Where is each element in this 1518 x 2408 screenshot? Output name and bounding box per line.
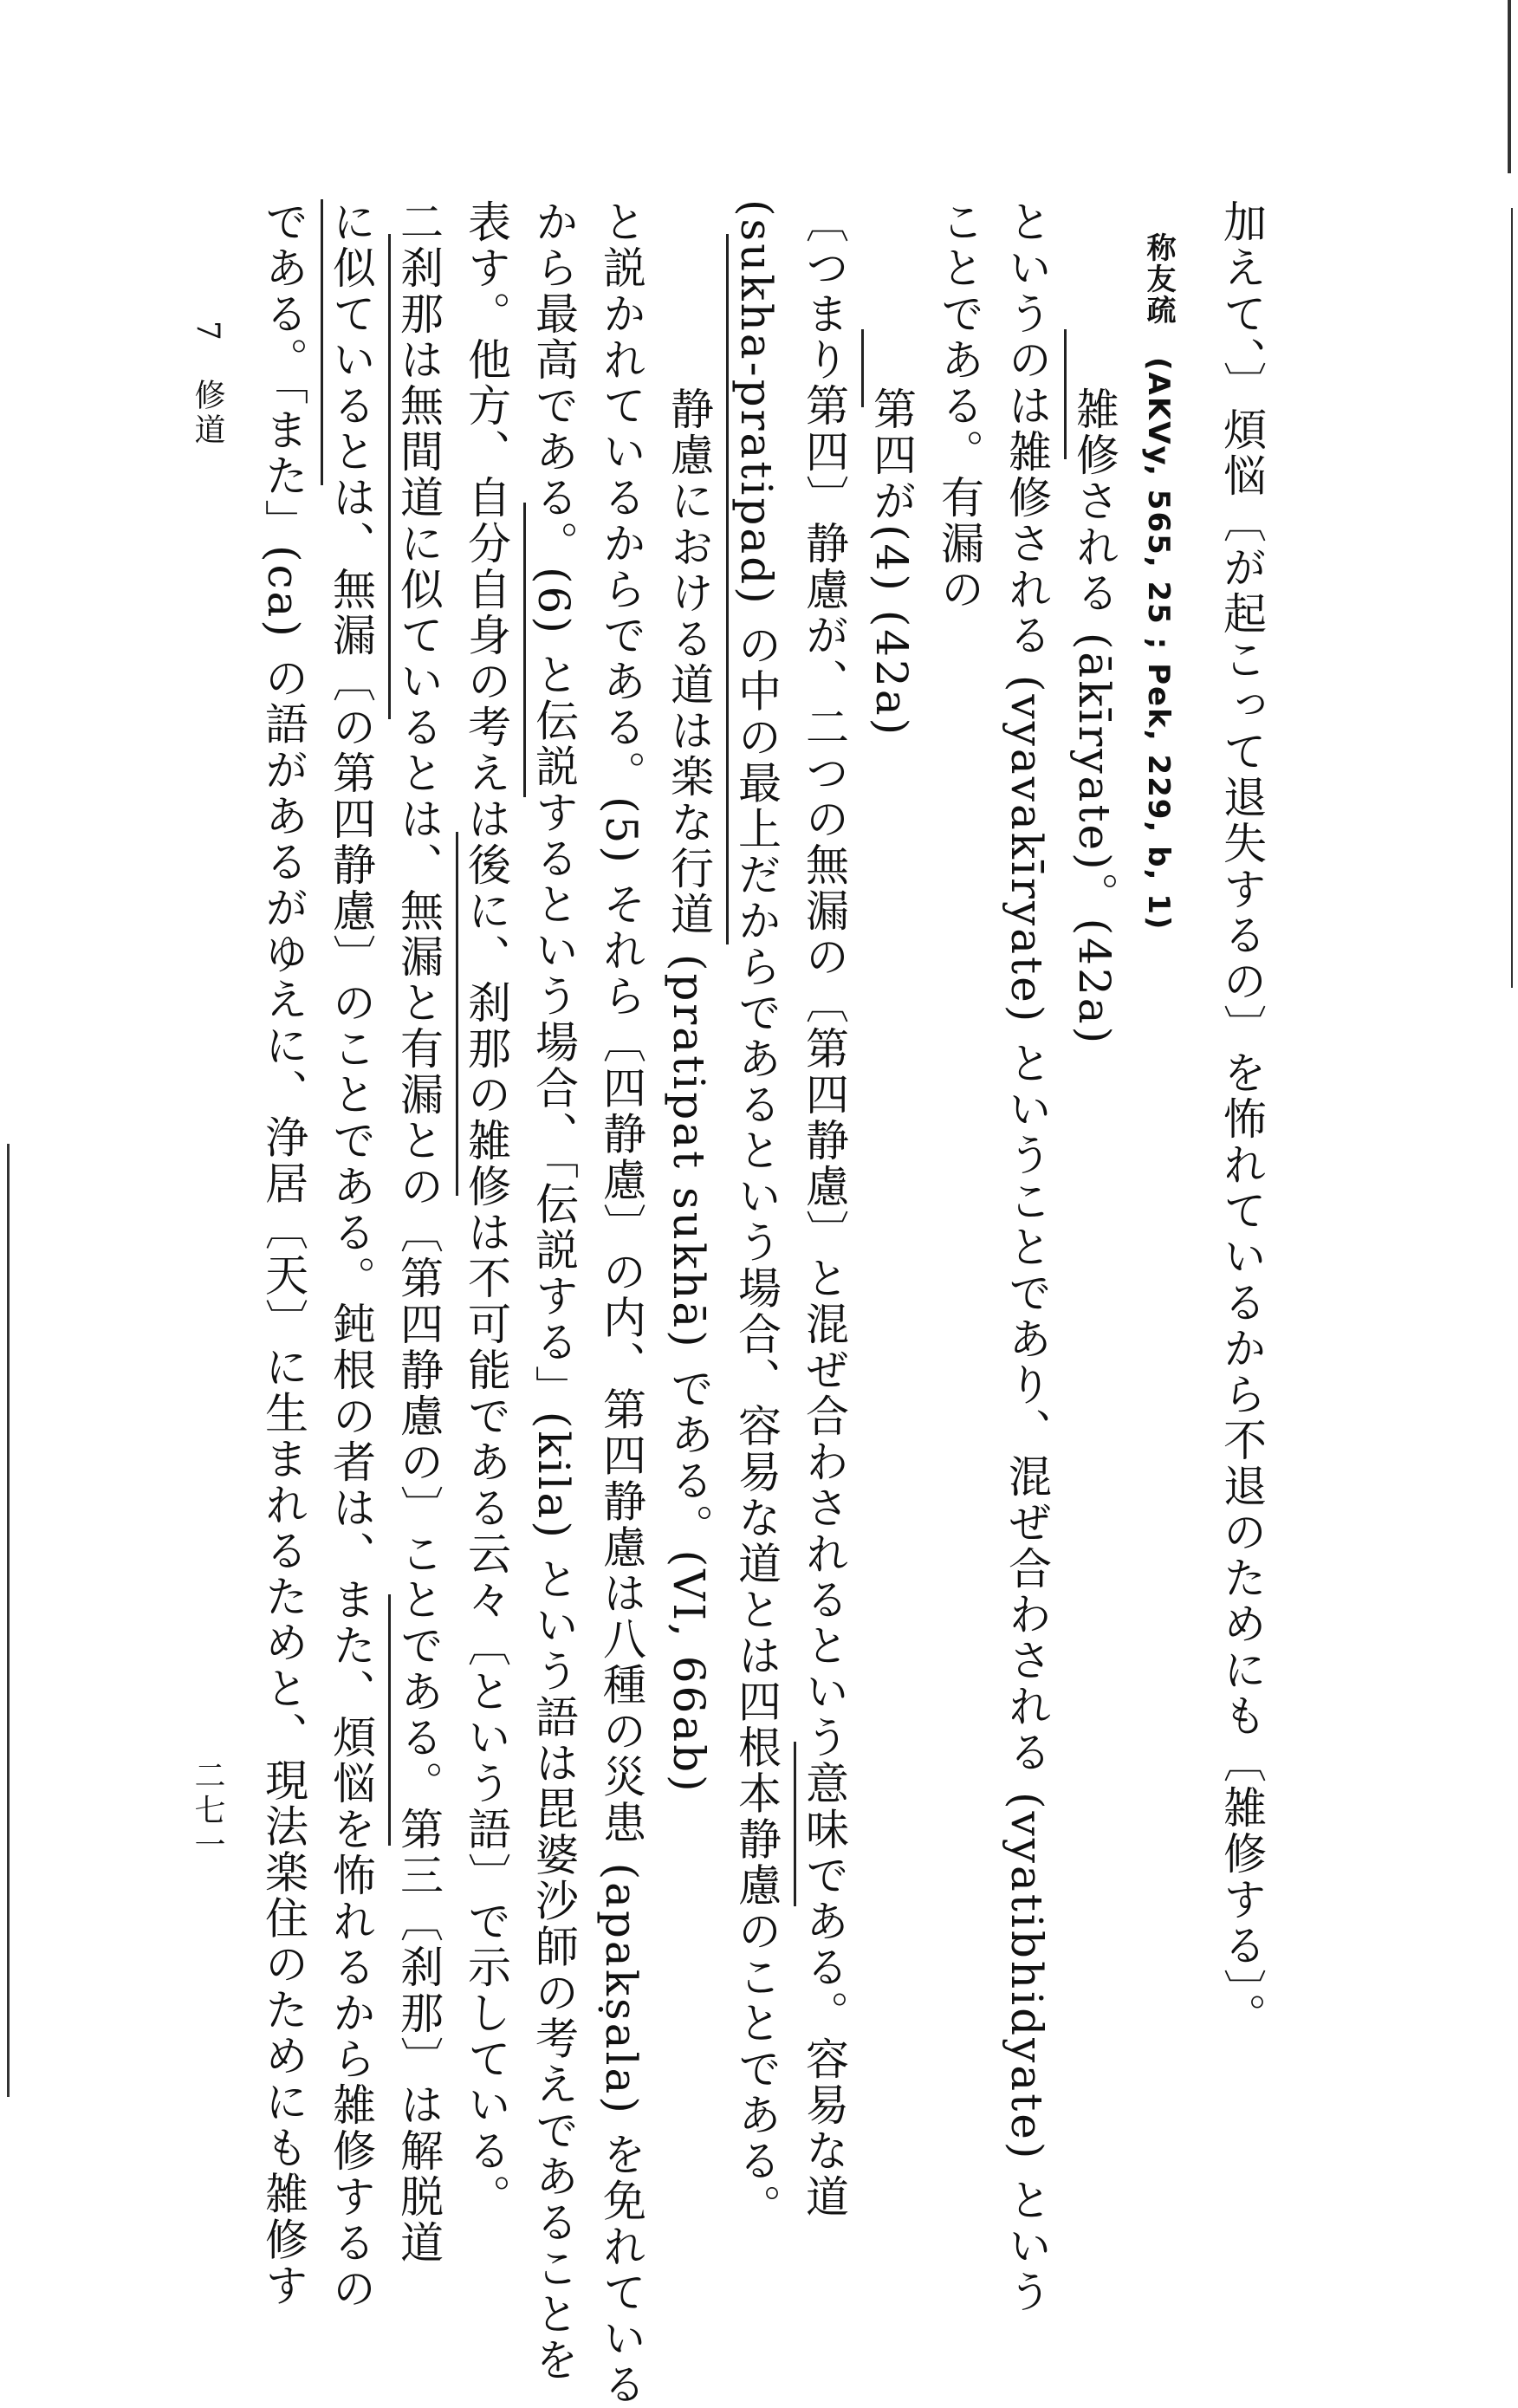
text-column-1: 加えて、〕煩悩〔が起こって退失するの〕を怖れているから不退のためにも〔雑修する〕。 xyxy=(1216,199,1267,2039)
scan-edge-right xyxy=(1511,208,1513,988)
scan-edge-left xyxy=(7,1144,10,2097)
page-number: 二七一 xyxy=(190,1759,225,1863)
text-column-3: 雑修される (ākīryate)。(42a) xyxy=(1069,295,1119,1047)
text-column-4: というのは雑修される (vyavakīryate) ということであり、混ぜ合わされる (vyatibhidyate) という xyxy=(1002,199,1052,2316)
text-column-13: 二刹那は無間道に似ているとは、無漏と有漏との〔第四静慮の〕ことである。第三〔刹那〕は解脱道 xyxy=(393,199,444,2266)
sideline-rule xyxy=(321,199,323,485)
sideline-rule xyxy=(794,1742,796,1906)
text-column-11: から最高である。(6) と伝説するという場合、「伝説する」(kila) という語は毘婆沙師の考えであることを xyxy=(529,199,579,2384)
text-column-9: 静慮における道は楽な行道 (pratipat sukhā) である。(VI, 66ab) xyxy=(664,295,714,1795)
text-column-14: に似ているとは、無漏〔の第四静慮〕のことである。鈍根の者は、また、煩悩を怖れるから雑修するの xyxy=(326,199,376,2312)
sideline-rule xyxy=(861,329,864,407)
text-column-12: 表す。他方、自分自身の考えは後に、刹那の雑修は不可能である云々〔という語〕で示している。 xyxy=(461,199,511,2220)
text-column-8: (sukha-pratipad) の中の最上だからであるという場合、容易な道とは四根本静慮のことである。 xyxy=(731,199,782,2230)
text-column-15: である。「また」(ca) の語があるがゆえに、浄居〔天〕に生まれるためと、現法楽住のためにも雑修す xyxy=(258,199,308,2309)
text-column-5: ことである。有漏の xyxy=(934,199,984,613)
scan-edge-right xyxy=(1508,0,1511,173)
sideline-rule xyxy=(388,234,391,719)
sideline-rule xyxy=(456,832,458,1196)
commentary-heading: 称友疏 (AKVy, 565, 25 ; Pek, 229, b, 1) xyxy=(1141,232,1176,931)
text-column-7: 〔つまり第四〕静慮が、二つの無漏の〔第四静慮〕と混ぜ合わされるという意味である。容易な道 xyxy=(799,199,849,2220)
sideline-rule xyxy=(726,234,729,944)
sideline-rule xyxy=(388,1594,391,1846)
sideline-rule xyxy=(523,503,526,797)
sideline-rule xyxy=(1064,329,1067,459)
chapter-label: 7 修道 xyxy=(190,321,225,448)
text-column-6: 第四が(4) (42a) xyxy=(866,295,917,738)
text-column-10: と説かれているからである。(5) それら〔四静慮〕の内、第四静慮は八種の災患 (apakṣala) を免れている xyxy=(596,199,646,2408)
